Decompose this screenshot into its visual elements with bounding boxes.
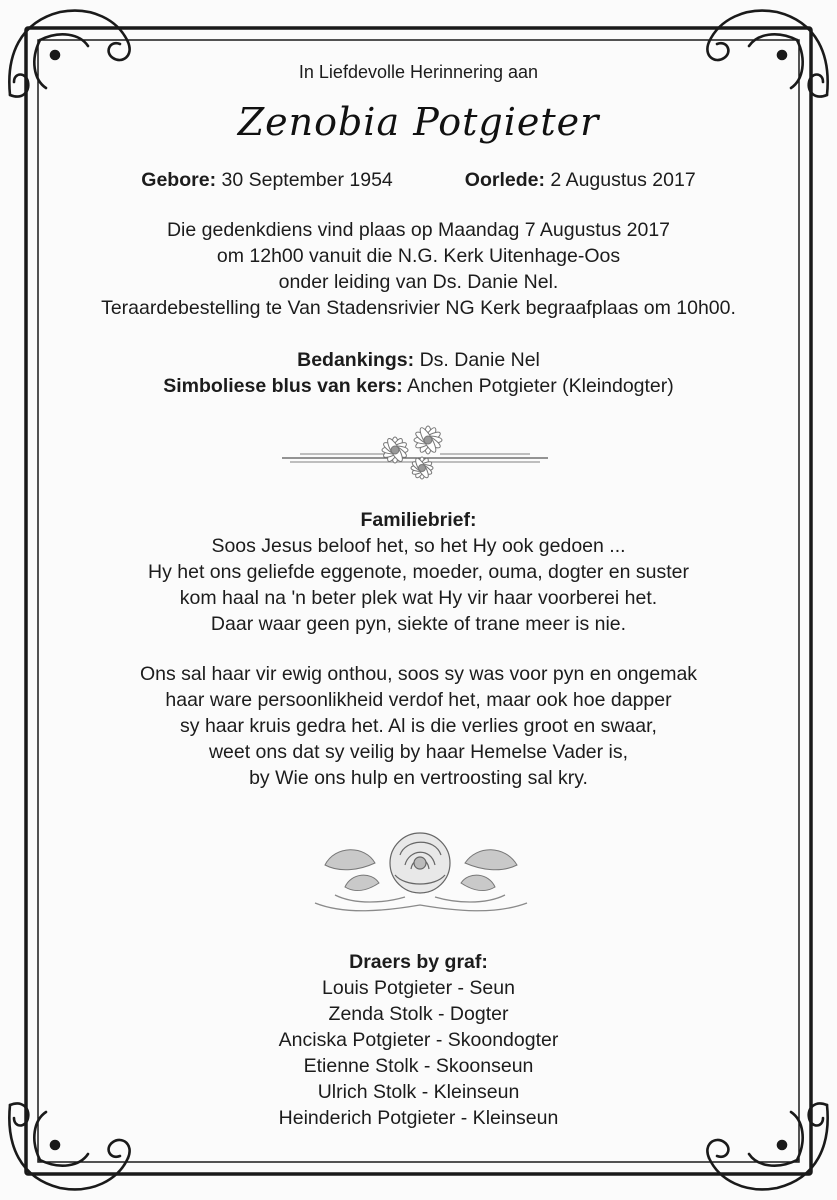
- service-line: Die gedenkdiens vind plaas op Maandag 7 Augustus 2017: [166, 219, 671, 241]
- thanks-line: [0, 348, 837, 372]
- pallbearer-name: Louis Potgieter - Seun: [322, 977, 515, 999]
- pallbearer-name: Heinderich Potgieter - Kleinseun: [278, 1107, 559, 1129]
- service-line: onder leiding van Ds. Danie Nel.: [278, 271, 559, 293]
- pallbearer-name: Etienne Stolk - Skoonseun: [303, 1055, 534, 1077]
- death-date: [465, 168, 696, 192]
- died-label: Oorlede:: [464, 169, 545, 191]
- letter-line: haar ware persoonlikheid verdof het, maar ook hoe dapper: [165, 689, 672, 711]
- thanks-value: Ds. Danie Nel: [419, 349, 540, 371]
- deceased-name: Zenobia Potgieter: [237, 100, 600, 144]
- died-value: 2 Augustus 2017: [550, 169, 696, 191]
- pallbearer-name: Zenda Stolk - Dogter: [328, 1003, 509, 1025]
- pallbearers-heading: Draers by graf:: [349, 951, 488, 973]
- born-value: 30 September 1954: [221, 169, 393, 191]
- letter-line: by Wie ons hulp en vertroosting sal kry.: [249, 767, 588, 789]
- dates-row: [0, 168, 837, 192]
- born-label: Gebore:: [141, 169, 217, 191]
- letter-line: Daar waar geen pyn, siekte of trane meer is nie.: [210, 613, 627, 635]
- family-letter-heading: Familiebrief:: [360, 509, 477, 531]
- pallbearer-name: Ulrich Stolk - Kleinseun: [317, 1081, 520, 1103]
- letter-line: weet ons dat sy veilig by haar Hemelse Vader is,: [208, 741, 629, 763]
- candle-label: Simboliese blus van kers:: [163, 375, 403, 397]
- pallbearer-name: Anciska Potgieter - Skoondogter: [278, 1029, 559, 1051]
- service-line: Teraardebestelling te Van Stadensrivier NG Kerk begraafplaas om 10h00.: [101, 297, 736, 319]
- letter-line: Hy het ons geliefde eggenote, moeder, ouma, dogter en suster: [148, 561, 689, 583]
- birth-date: [141, 168, 392, 192]
- candle-value: Anchen Potgieter (Kleindogter): [407, 375, 674, 397]
- daisy-flowers-divider-icon: [280, 420, 550, 490]
- rose-ornament-icon: [305, 825, 535, 925]
- letter-line: sy haar kruis gedra het. Al is die verlies groot en swaar,: [180, 715, 657, 737]
- thanks-label: Bedankings:: [297, 349, 415, 371]
- letter-line: Soos Jesus beloof het, so het Hy ook gedoen ...: [211, 535, 626, 557]
- letter-line: Ons sal haar vir ewig onthou, soos sy was voor pyn en ongemak: [139, 663, 698, 685]
- service-line: om 12h00 vanuit die N.G. Kerk Uitenhage-Oos: [216, 245, 621, 267]
- letter-line: kom haal na 'n beter plek wat Hy vir haar voorberei het.: [179, 587, 658, 609]
- intro-text: In Liefdevolle Herinnering aan: [298, 62, 539, 82]
- candle-line: [0, 374, 837, 398]
